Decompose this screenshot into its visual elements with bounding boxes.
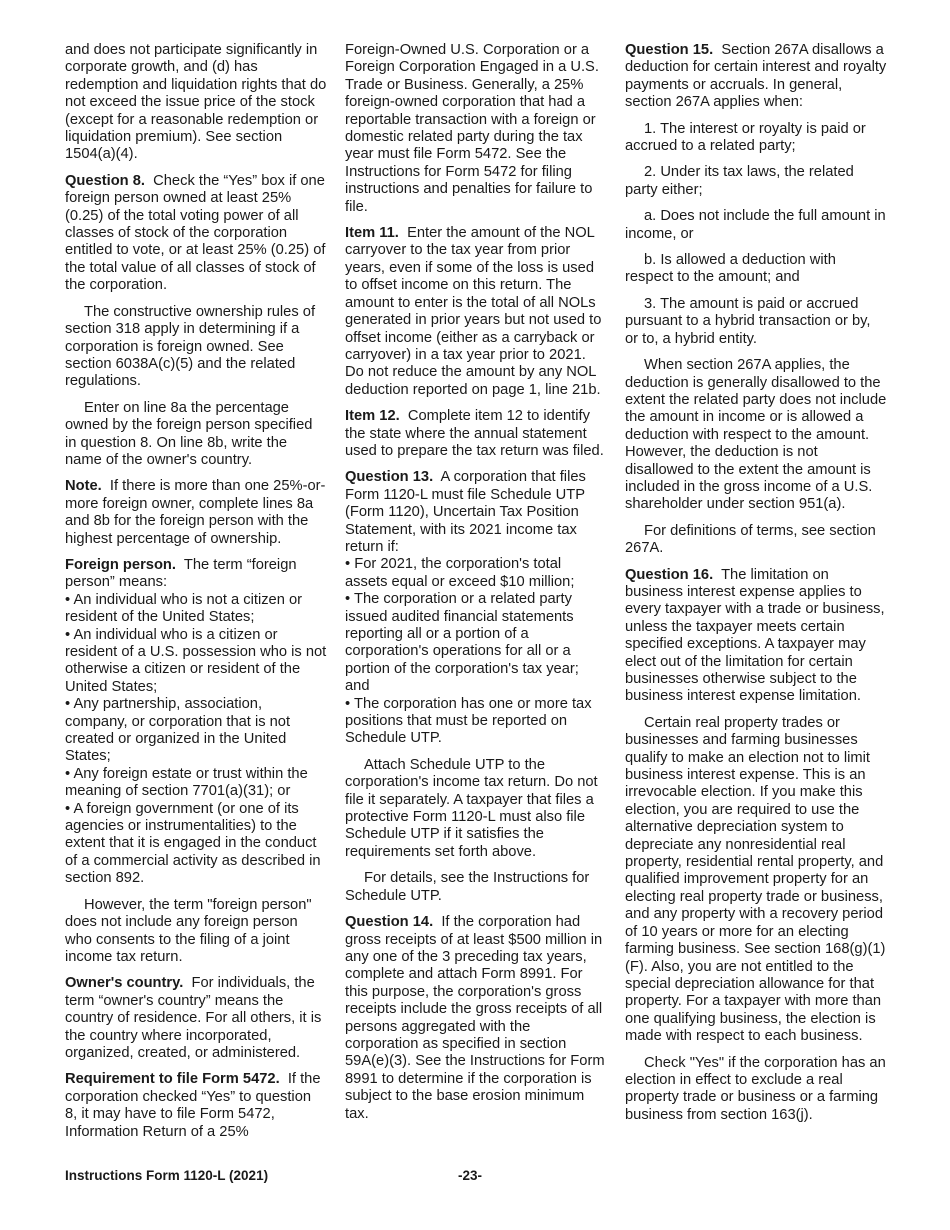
question-15 (625, 42, 887, 112)
paragraph: Attach Schedule UTP to the corporation's income tax return. Do not file it separately. A taxpayer that files a protective Form 1120-L must also file Schedule UTP if it satisfies the requirements set forth above. (345, 756, 598, 860)
list-item-text: A foreign government (or one of its agencies or instrumentalities) to the extent that it is engaged in the conduct of a commercial activity as described in section 892. (65, 800, 321, 887)
question-14-text: If the corporation had gross receipts of at least $500 million in any one of the 3 preceding tax years, complete and attach Form 8991. For this purpose, the corporation's gross receipts include the gross receipts of all persons aggregated with the corporation as specified in section 59A(e)(3). See the Instructions for Form 8991 to determine if the corporation is subject to the base erosion minimum tax. (345, 914, 605, 1122)
requirement-5472 (65, 1071, 327, 1141)
foreign-person-text: The term “foreign person” means: (65, 556, 297, 591)
numbered-item: 1. The interest or royalty is paid or accrued to a related party; (625, 120, 866, 155)
requirement-5472-heading: Requirement to file Form 5472. (65, 1071, 280, 1088)
paragraph: When section 267A applies, the deduction is generally disallowed to the extent the related party does not include the amount in income or is allowed a deduction with respect to the amount. However, the deduction is not disallowed to the extent the amount is included in the gross income of a U.S. shareholder under section 951(a). (625, 357, 887, 513)
list-item-text: For 2021, the corporation's total assets equal or exceed $10 million; (345, 556, 575, 590)
paragraph: For definitions of terms, see section 267A. (625, 522, 876, 557)
bullet: • (65, 765, 71, 782)
bullet: • (65, 696, 71, 713)
owners-country-heading: Owner's country. (65, 975, 184, 992)
list-item (345, 591, 607, 695)
item-11-text: Enter the amount of the NOL carryover to the tax year from prior years, even if some of the loss is used to offset income on this return. The amount to enter is the total of all NOLs generated in prior years but not used to offset income (either as a carryback or carryover) in a tax year prior to 2021. Do not reduce the amount by any NOL deduction reported on page 1, line 21b. (345, 225, 602, 398)
note-heading: Note. (65, 478, 102, 495)
item-12-text: Complete item 12 to identify the state where the annual statement used to prepare the tax return was filed. (345, 408, 604, 459)
numbered-item: 2. Under its tax laws, the related party either; (625, 164, 854, 198)
bullet: • (65, 626, 71, 643)
item-11-heading: Item 11. (345, 225, 399, 242)
paragraph: Enter on line 8a the percentage owned by the foreign person specified in question 8. On line 8b, write the name of the owner's country. (65, 399, 313, 468)
bullet: • (65, 800, 71, 817)
note (65, 478, 327, 548)
list-item (345, 696, 607, 748)
column-left (65, 42, 327, 1150)
page-number: -23- (458, 1168, 483, 1183)
question-16-text: The limitation on business interest expense applies to every taxpayer with a trade or business, unless the taxpayer meets certain specified exceptions. A taxpayer may elect out of the limitation for certain businesses otherwise subject to the business interest expense limitation. (625, 566, 885, 705)
question-13-heading: Question 13. (345, 469, 434, 486)
list-item-text: The corporation or a related party issued audited financial statements reporting all or a portion of a corporation's operations for all or a portion of the corporation's tax year; and (345, 591, 579, 695)
list-item (65, 766, 327, 801)
question-13-text: A corporation that files Form 1120-L must file Schedule UTP (Form 1120), Uncertain Tax Position Statement, with its 2021 income tax return if: (345, 469, 586, 555)
item-12 (345, 408, 607, 460)
question-16 (625, 567, 887, 706)
list-item (65, 592, 327, 627)
question-8-heading: Question 8. (65, 172, 145, 189)
lettered-item: a. Does not include the full amount in income, or (625, 208, 886, 242)
owners-country (65, 975, 327, 1062)
item-11 (345, 225, 607, 399)
requirement-5472-text: If the corporation checked “Yes” to question 8, it may have to file Form 5472, Information Return of a 25% (65, 1071, 321, 1140)
foreign-person-definition (65, 557, 327, 592)
list-item-text: Any foreign estate or trust within the meaning of section 7701(a)(31); or (65, 765, 308, 800)
paragraph: Foreign-Owned U.S. Corporation or a Foreign Corporation Engaged in a U.S. Trade or Business. Generally, a 25% foreign-owned corporation that had a reportable transaction with a foreign or domestic related party during the tax year must file Form 5472. See the Instructions for Form 5472 for filing instructions and penalties for failure to file. (345, 42, 599, 215)
paragraph: For details, see the Instructions for Schedule UTP. (345, 870, 590, 904)
list-item-text: An individual who is not a citizen or resident of the United States; (65, 591, 303, 626)
item-12-heading: Item 12. (345, 408, 400, 425)
note-text: If there is more than one 25%-or-more foreign owner, complete lines 8a and 8b for the foreign person with the highest percentage of ownership. (65, 478, 326, 547)
question-15-text: Section 267A disallows a deduction for certain interest and royalty payments or accruals. In general, section 267A applies when: (625, 42, 887, 111)
question-15-heading: Question 15. (625, 42, 714, 58)
paragraph: The constructive ownership rules of section 318 apply in determining if a corporation is foreign owned. See section 6038A(c)(5) and the related regulations. (65, 303, 316, 390)
foreign-person-heading: Foreign person. (65, 556, 176, 573)
question-14 (345, 914, 607, 1123)
bullet: • (65, 591, 71, 608)
question-14-heading: Question 14. (345, 914, 434, 931)
question-8-text: Check the “Yes” box if one foreign person owned at least 25% (0.25) of the total voting power of all classes of stock of the corporation entitled to vote, or at least 25% (0.25) of the total value of all classes of stock of the corporation. (65, 172, 326, 294)
bullet: • (345, 556, 351, 573)
owners-country-text: For individuals, the term “owner's country” means the country of residence. For all others, it is the country where incorporated, organized, created, or administered. (65, 975, 322, 1061)
list-item (65, 627, 327, 697)
list-item (65, 696, 327, 766)
list-item-text: An individual who is a citizen or resident of a U.S. possession who is not otherwise a citizen or resident of the United States; (65, 626, 327, 695)
list-item-text: Any partnership, association, company, or corporation that is not created or organized in the United States; (65, 696, 291, 765)
column-right (625, 42, 887, 1133)
numbered-item: 3. The amount is paid or accrued pursuant to a hybrid transaction or by, or to, a hybrid entity. (625, 295, 871, 347)
question-16-heading: Question 16. (625, 566, 714, 583)
column-middle (345, 42, 607, 1132)
bullet: • (345, 591, 351, 608)
question-13 (345, 469, 607, 556)
paragraph: Check "Yes" if the corporation has an election in effect to exclude a real property trade or business or a farming business from section 163(j). (625, 1054, 886, 1123)
list-item (65, 801, 327, 888)
paragraph: and does not participate significantly in corporate growth, and (d) has redemption and liquidation rights that do not exceed the issue price of the stock (except for a reasonable redemption or liquidation premium). See section 1504(a)(4). (65, 42, 327, 163)
list-item-text: The corporation has one or more tax positions that must be reported on Schedule UTP. (345, 695, 592, 747)
question-8 (65, 173, 327, 295)
list-item (345, 556, 607, 591)
paragraph: Certain real property trades or businesses and farming businesses qualify to make an election not to limit business interest expense. This is an irrevocable election. If you make this election, you are required to use the alternative depreciation system to depreciate any nonresidential real property, residential rental property, and qualified improvement property for an electing real property trade or business, and any property with a recovery period of 10 years or more for an electing farming business. See section 168(g)(1)(F). Also, you are not entitled to the special depreciation allowance for that property. For a taxpayer with more than one qualifying business, the election is made with respect to each business. (625, 714, 886, 1045)
footer-form-title: Instructions Form 1120-L (2021) (65, 1168, 269, 1183)
bullet: • (345, 695, 351, 712)
paragraph: However, the term "foreign person" does not include any foreign person who consents to the filing of a joint income tax return. (65, 896, 312, 965)
lettered-item: b. Is allowed a deduction with respect to the amount; and (625, 252, 836, 286)
